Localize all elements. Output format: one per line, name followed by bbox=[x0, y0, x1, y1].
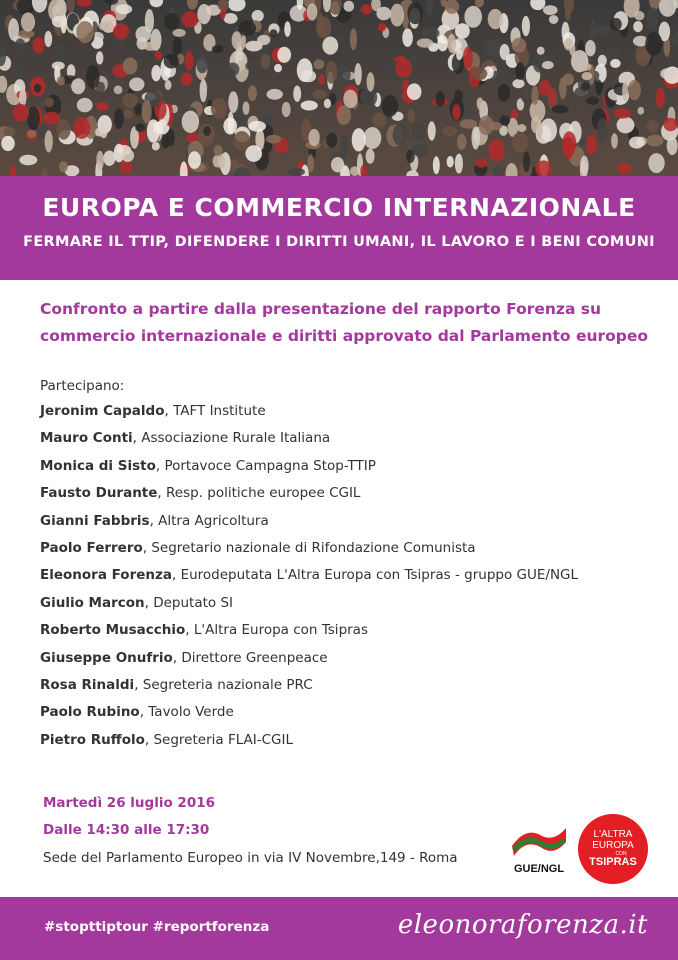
crowd-figure bbox=[135, 123, 145, 132]
crowd-figure bbox=[339, 65, 351, 83]
crowd-figure bbox=[364, 127, 382, 149]
crowd-figure bbox=[447, 156, 454, 167]
participant-role: , L'Altra Europa con Tsipras bbox=[185, 622, 368, 639]
crowd-figure bbox=[77, 98, 93, 112]
crowd-figure bbox=[233, 131, 250, 150]
crowd-figure bbox=[512, 38, 527, 53]
altra-logo-line3: CON bbox=[615, 851, 627, 857]
crowd-figure bbox=[245, 61, 257, 70]
crowd-figure bbox=[455, 23, 470, 38]
crowd-figure bbox=[648, 153, 664, 173]
crowd-figure bbox=[472, 126, 480, 150]
crowd-figure bbox=[476, 158, 488, 168]
crowd-figure bbox=[121, 149, 134, 162]
list-item bbox=[40, 430, 578, 457]
crowd-figure bbox=[402, 28, 413, 47]
crowd-figure bbox=[663, 118, 677, 132]
crowd-figure bbox=[4, 127, 16, 137]
participant-role: , Eurodeputata L'Altra Europa con Tsipras - gruppo GUE/NGL bbox=[171, 567, 579, 584]
crowd-figure bbox=[164, 54, 179, 69]
participant-name: Monica di Sisto bbox=[40, 457, 156, 474]
crowd-figure bbox=[326, 133, 337, 148]
crowd-figure bbox=[211, 98, 227, 119]
crowd-figure bbox=[19, 89, 26, 107]
crowd-figure bbox=[27, 106, 39, 130]
crowd-figure bbox=[596, 79, 603, 95]
crowd-figure bbox=[223, 118, 237, 135]
participant-role: , Resp. politiche europee CGIL bbox=[157, 485, 361, 502]
crowd-figure bbox=[433, 156, 440, 174]
crowd-figure bbox=[203, 126, 211, 136]
crowd-figure bbox=[19, 155, 37, 166]
crowd-figure bbox=[252, 10, 264, 22]
event-venue: Sede del Parlamento Europeo in via IV Novembre,149 - Roma bbox=[43, 850, 458, 866]
crowd-figure bbox=[266, 135, 281, 144]
participant-name: Gianni Fabbris bbox=[40, 512, 150, 529]
crowd-figure bbox=[162, 135, 170, 149]
crowd-figure bbox=[122, 93, 138, 108]
crowd-figure bbox=[628, 80, 641, 100]
crowd-figure bbox=[197, 4, 211, 24]
crowd-figure bbox=[277, 47, 291, 63]
participant-name: Paolo Rubino bbox=[40, 704, 140, 721]
crowd-figure bbox=[173, 29, 186, 37]
crowd-figure bbox=[86, 65, 100, 89]
list-item bbox=[40, 540, 578, 567]
participant-name: Giulio Marcon bbox=[40, 594, 145, 611]
event-date: Martedì 26 luglio 2016 bbox=[43, 795, 215, 811]
crowd-figure bbox=[483, 40, 501, 56]
crowd-figure bbox=[354, 63, 361, 85]
crowd-figure bbox=[457, 134, 467, 150]
crowd-figure bbox=[103, 151, 115, 166]
crowd-figure bbox=[155, 51, 163, 60]
crowd-figure bbox=[610, 59, 621, 68]
participants-list bbox=[40, 403, 578, 759]
crowd-figure bbox=[33, 37, 45, 54]
crowd-figure bbox=[308, 129, 319, 146]
crowd-figure bbox=[549, 15, 559, 24]
gue-logo-text: GUE/NGL bbox=[513, 863, 565, 875]
crowd-figure bbox=[516, 62, 525, 80]
crowd-figure bbox=[57, 119, 71, 140]
crowd-figure bbox=[238, 20, 256, 36]
crowd-figure bbox=[559, 77, 567, 99]
list-item bbox=[40, 403, 578, 430]
crowd-figure bbox=[44, 31, 52, 47]
altra-logo-line1: L'ALTRA bbox=[593, 829, 633, 840]
crowd-figure bbox=[667, 137, 678, 155]
crowd-figure bbox=[617, 117, 635, 134]
crowd-figure bbox=[243, 101, 250, 115]
crowd-figure bbox=[287, 168, 305, 176]
crowd-figure bbox=[460, 119, 478, 128]
participant-name: Eleonora Forenza bbox=[40, 567, 172, 584]
crowd-figure bbox=[445, 0, 460, 14]
crowd-figure bbox=[257, 35, 270, 45]
crowd-figure bbox=[539, 80, 552, 96]
crowd-figure bbox=[493, 167, 505, 176]
crowd-figure bbox=[350, 28, 357, 50]
crowd-figure bbox=[593, 25, 610, 36]
crowd-figure bbox=[407, 2, 423, 25]
crowd-figure bbox=[562, 131, 576, 155]
crowd-figure bbox=[522, 16, 530, 37]
crowd-figure bbox=[576, 62, 592, 71]
page-title: EUROPA E COMMERCIO INTERNAZIONALE bbox=[42, 193, 636, 222]
list-item bbox=[40, 677, 578, 704]
event-time: Dalle 14:30 alle 17:30 bbox=[43, 822, 210, 838]
crowd-figure bbox=[361, 4, 373, 15]
crowd-figure bbox=[59, 161, 68, 172]
crowd-figure bbox=[610, 18, 622, 31]
crowd-figure bbox=[27, 130, 36, 138]
footer-hashtags: #stopttiptour #reportforenza bbox=[44, 919, 270, 935]
list-item bbox=[40, 622, 578, 649]
crowd-figure bbox=[136, 26, 151, 42]
crowd-figure bbox=[1, 136, 15, 151]
crowd-figure bbox=[129, 78, 144, 92]
crowd-figure bbox=[512, 79, 524, 88]
crowd-figure bbox=[530, 100, 546, 122]
crowd-figure bbox=[411, 55, 418, 65]
participant-role: , Portavoce Campagna Stop-TTIP bbox=[155, 457, 376, 474]
crowd-figure bbox=[181, 73, 193, 86]
crowd-figure bbox=[217, 154, 225, 169]
participant-name: Giuseppe Onufrio bbox=[40, 649, 173, 666]
crowd-figure bbox=[152, 142, 160, 151]
crowd-figure bbox=[211, 65, 218, 73]
crowd-figure bbox=[76, 21, 93, 43]
crowd-figure bbox=[376, 7, 391, 21]
crowd-figure bbox=[200, 79, 207, 102]
crowd-figure bbox=[488, 139, 504, 161]
crowd-figure bbox=[11, 65, 23, 75]
crowd-figure bbox=[316, 16, 331, 38]
crowd-figure bbox=[15, 38, 26, 57]
crowd-figure bbox=[96, 151, 104, 170]
participant-role: , Direttore Greenpeace bbox=[172, 649, 328, 666]
crowd-figure bbox=[382, 95, 398, 117]
crowd-figure bbox=[581, 82, 590, 90]
crowd-figure bbox=[428, 121, 436, 140]
crowd-figure bbox=[463, 47, 473, 70]
crowd-figure bbox=[337, 105, 351, 125]
crowd-figure bbox=[185, 51, 194, 71]
participants-label: Partecipano: bbox=[40, 378, 125, 394]
crowd-figure bbox=[366, 149, 375, 164]
crowd-figure bbox=[248, 85, 257, 101]
participant-name: Fausto Durante bbox=[40, 485, 158, 502]
crowd-figure bbox=[617, 163, 631, 174]
crowd-figure bbox=[542, 61, 554, 69]
participant-role: , Tavolo Verde bbox=[139, 704, 234, 721]
crowd-figure bbox=[124, 109, 133, 119]
participant-name: Jeronim Capaldo bbox=[40, 403, 165, 419]
crowd-figure bbox=[586, 135, 597, 156]
list-item bbox=[40, 595, 578, 622]
crowd-figure bbox=[214, 145, 223, 156]
crowd-figure bbox=[73, 117, 90, 139]
crowd-figure bbox=[604, 49, 620, 59]
crowd-figure bbox=[114, 85, 123, 94]
crowd-figure bbox=[228, 91, 238, 113]
crowd-figure bbox=[308, 154, 315, 172]
crowd-figure bbox=[248, 121, 266, 132]
crowd-figure bbox=[196, 55, 208, 74]
crowd-figure bbox=[580, 156, 589, 176]
crowd-figure bbox=[52, 16, 67, 28]
crowd-figure bbox=[537, 47, 545, 55]
participant-role: , Deputato SI bbox=[144, 594, 234, 611]
crowd-figure bbox=[512, 132, 528, 153]
crowd-figure bbox=[245, 145, 262, 162]
list-item bbox=[40, 485, 578, 512]
crowd-figure bbox=[45, 97, 54, 107]
crowd-figure bbox=[521, 87, 531, 103]
crowd-figure bbox=[331, 157, 344, 172]
crowd-figure bbox=[293, 86, 301, 102]
crowd-figure bbox=[407, 83, 422, 100]
crowd-figure bbox=[500, 44, 510, 60]
crowd-figure bbox=[436, 91, 445, 107]
crowd-figure bbox=[270, 29, 278, 37]
crowd-figure bbox=[638, 107, 645, 115]
crowd-figure bbox=[448, 34, 456, 53]
participant-role: , Altra Agricoltura bbox=[149, 512, 269, 529]
crowd-figure bbox=[531, 85, 538, 105]
crowd-figure bbox=[367, 72, 375, 91]
crowd-figure bbox=[164, 13, 179, 30]
crowd-figure bbox=[96, 102, 109, 111]
crowd-figure bbox=[549, 89, 556, 106]
crowd-figure bbox=[585, 40, 596, 56]
list-item bbox=[40, 732, 578, 759]
altra-logo-line4: TSIPRAS bbox=[589, 856, 637, 868]
crowd-figure bbox=[322, 37, 338, 55]
crowd-figure bbox=[34, 84, 41, 93]
crowd-figure bbox=[95, 128, 103, 137]
crowd-figure bbox=[407, 109, 414, 123]
participant-role: , Segretario nazionale di Rifondazione Comunista bbox=[142, 539, 476, 556]
crowd-figure bbox=[13, 104, 30, 122]
crowd-figure bbox=[113, 24, 129, 40]
crowd-figure bbox=[71, 78, 85, 94]
participant-name: Pietro Ruffolo bbox=[40, 731, 145, 748]
crowd-figure bbox=[99, 22, 110, 31]
altra-europa-logo bbox=[578, 814, 648, 884]
crowd-figure bbox=[54, 44, 65, 63]
crowd-figure bbox=[267, 89, 283, 100]
crowd-figure bbox=[21, 12, 35, 31]
crowd-figure bbox=[326, 61, 338, 84]
crowd-figure bbox=[261, 54, 271, 69]
crowd-figure bbox=[212, 45, 223, 53]
crowd-figure bbox=[123, 58, 138, 75]
crowd-figure bbox=[586, 97, 599, 105]
crowd-figure bbox=[284, 21, 291, 37]
crowd-figure bbox=[552, 105, 569, 113]
list-item bbox=[40, 650, 578, 677]
crowd-figure bbox=[472, 67, 488, 80]
crowd-figure bbox=[656, 87, 665, 109]
crowd-figure bbox=[343, 90, 357, 109]
crowd-figure bbox=[142, 100, 152, 123]
crowd-figure bbox=[629, 137, 644, 149]
crowd-figure bbox=[452, 104, 460, 120]
participant-role: , Associazione Rurale Italiana bbox=[132, 430, 331, 447]
participant-role: , Segreteria nazionale PRC bbox=[134, 676, 313, 693]
crowd-figure bbox=[543, 5, 558, 15]
crowd-figure bbox=[464, 6, 482, 28]
list-item bbox=[40, 567, 578, 594]
crowd-figure bbox=[52, 62, 65, 70]
crowd-figure bbox=[390, 4, 404, 27]
participant-name: Roberto Musacchio bbox=[40, 622, 186, 639]
crowd-figure bbox=[565, 8, 571, 21]
crowd-figure bbox=[455, 154, 463, 174]
crowd-figure bbox=[597, 118, 608, 142]
footer-website: eleonoraforenza.it bbox=[397, 910, 648, 940]
crowd-figure bbox=[352, 128, 366, 151]
participant-name: Rosa Rinaldi bbox=[40, 676, 135, 693]
page-subtitle: FERMARE IL TTIP, DIFENDERE I DIRITTI UMANI, IL LAVORO E I BENI COMUNI bbox=[23, 234, 655, 250]
participant-role: , TAFT Institute bbox=[164, 403, 266, 419]
participant-name: Mauro Conti bbox=[40, 430, 133, 447]
crowd-figure bbox=[147, 119, 160, 143]
crowd-figure bbox=[647, 120, 658, 132]
gue-ngl-logo bbox=[506, 820, 572, 876]
crowd-figure bbox=[498, 84, 510, 102]
crowd-figure bbox=[340, 135, 348, 158]
crowd-figure bbox=[43, 112, 61, 125]
crowd-illustration bbox=[0, 0, 678, 176]
crowd-figure bbox=[116, 4, 133, 14]
crowd-figure bbox=[523, 151, 530, 172]
crowd-figure bbox=[324, 99, 331, 108]
crowd-figure bbox=[378, 23, 386, 32]
crowd-figure bbox=[301, 70, 316, 82]
crowd-figure bbox=[579, 138, 586, 146]
list-item bbox=[40, 458, 578, 485]
crowd-figure bbox=[344, 1, 355, 12]
crowd-figure bbox=[181, 11, 198, 27]
crowd-figure bbox=[45, 130, 53, 152]
crowd-figure bbox=[660, 68, 676, 79]
crowd-figure bbox=[622, 81, 628, 102]
crowd-figure bbox=[411, 123, 425, 140]
crowd-figure bbox=[611, 133, 618, 148]
crowd-figure bbox=[536, 120, 542, 138]
crowd-figure bbox=[645, 32, 662, 56]
crowd-figure bbox=[488, 9, 503, 29]
crowd-figure bbox=[181, 98, 187, 110]
crowd-figure bbox=[313, 59, 324, 69]
crowd-figure bbox=[307, 3, 318, 20]
crowd-photo bbox=[0, 0, 678, 176]
title-band bbox=[0, 176, 678, 280]
crowd-figure bbox=[313, 90, 327, 100]
participant-role: , Segreteria FLAI-CGIL bbox=[144, 731, 294, 748]
crowd-figure bbox=[393, 124, 407, 145]
crowd-figure bbox=[500, 115, 511, 125]
participant-name: Paolo Ferrero bbox=[40, 539, 143, 556]
crowd-figure bbox=[188, 151, 201, 169]
crowd-figure bbox=[456, 50, 462, 60]
crowd-figure bbox=[417, 38, 433, 47]
crowd-figure bbox=[564, 38, 573, 51]
crowd-figure bbox=[372, 112, 386, 127]
crowd-figure bbox=[614, 108, 632, 118]
crowd-figure bbox=[114, 108, 124, 129]
list-item bbox=[40, 513, 578, 540]
crowd-figure bbox=[646, 135, 663, 147]
crowd-figure bbox=[186, 133, 200, 142]
crowd-figure bbox=[479, 116, 494, 136]
list-item bbox=[40, 704, 578, 731]
altra-logo-line2: EUROPA bbox=[592, 840, 634, 851]
crowd-figure bbox=[151, 65, 161, 81]
crowd-figure bbox=[143, 42, 158, 51]
crowd-figure bbox=[232, 31, 242, 49]
crowd-figure bbox=[412, 144, 428, 157]
intro-text: Confronto a partire dalla presentazione del rapporto Forenza su commercio internazionale e diritti approvato dal Parlamento europeo bbox=[40, 300, 649, 345]
crowd-figure bbox=[301, 101, 318, 111]
crowd-figure bbox=[8, 18, 19, 40]
crowd-figure bbox=[318, 74, 324, 85]
crowd-figure bbox=[165, 80, 172, 90]
crowd-figure bbox=[227, 62, 240, 75]
crowd-figure bbox=[633, 21, 643, 32]
crowd-figure bbox=[282, 102, 291, 117]
crowd-figure bbox=[598, 55, 607, 67]
crowd-figure bbox=[582, 72, 593, 80]
crowd-figure bbox=[395, 59, 412, 78]
crowd-figure bbox=[437, 35, 448, 51]
crowd-figure bbox=[422, 27, 440, 39]
crowd-figure bbox=[57, 76, 65, 85]
crowd-figure bbox=[274, 64, 282, 72]
crowd-figure bbox=[96, 51, 103, 64]
crowd-figure bbox=[517, 124, 526, 132]
crowd-figure bbox=[477, 97, 484, 109]
crowd-figure bbox=[647, 7, 659, 29]
crowd-figure bbox=[182, 111, 199, 133]
crowd-figure bbox=[442, 126, 457, 136]
